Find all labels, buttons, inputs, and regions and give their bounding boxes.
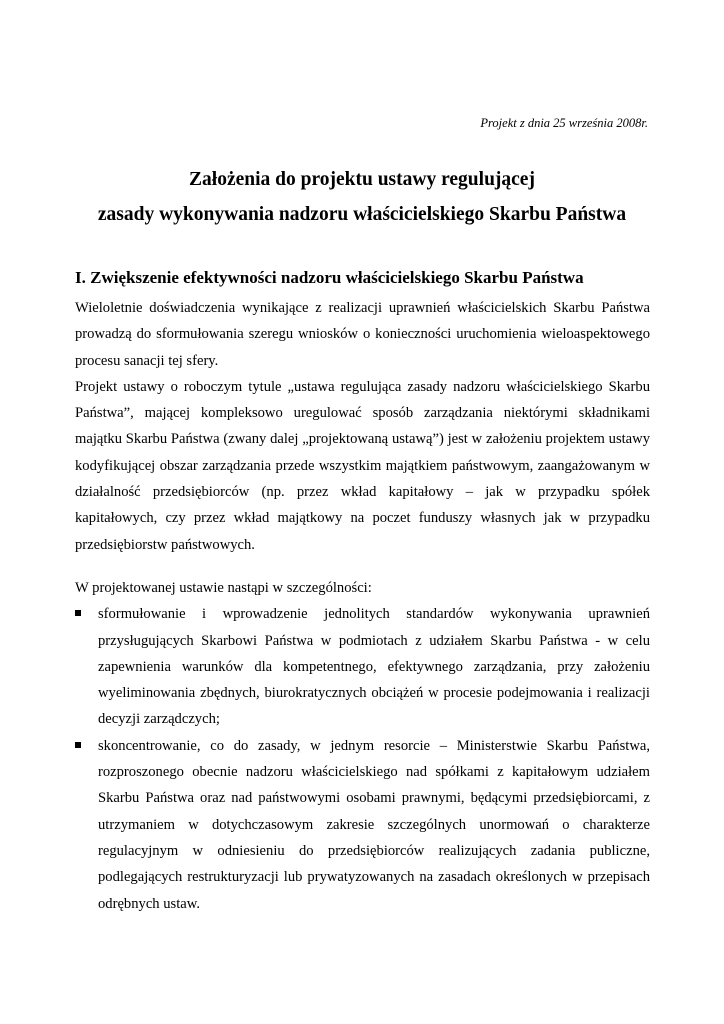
section-body <box>75 295 650 558</box>
list-item-text: sformułowanie i wprowadzenie jednolitych standardów wykonywania uprawnień przysługujących Skarbowi Państwa w podmiotach z udziałem Skarbu Państwa - w celu zapewnienia warunków dla kompetentnego, efektywnego zarządzania, przy założeniu wyeliminowania zbędnych, biurokratycznych obciążeń w procesie podejmowania i realizacji decyzji zarządczych; <box>98 606 650 728</box>
section-heading: I. Zwiększenie efektywności nadzoru właścicielskiego Skarbu Państwa <box>75 268 584 287</box>
list-item <box>75 601 650 732</box>
draft-date: Projekt z dnia 25 września 2008r. <box>480 116 648 130</box>
list-section <box>75 575 650 917</box>
list-intro: W projektowanej ustawie nastąpi w szczególności: <box>75 580 372 596</box>
paragraph: Wieloletnie doświadczenia wynikające z realizacji uprawnień właścicielskich Skarbu Państwa prowadzą do sformułowania szeregu wniosków o konieczności uruchomienia wieloaspektowego procesu sanacji tej sfery. <box>75 300 650 369</box>
list-item <box>75 733 650 917</box>
document-title-line-1: Założenia do projektu ustawy regulującej <box>189 169 535 190</box>
paragraph: Projekt ustawy o roboczym tytule „ustawa regulująca zasady nadzoru właścicielskiego Skarbu Państwa”, mającej kompleksowo uregulować sposób zarządzania niektórymi składnikami majątku Skarbu Państwa (zwany dalej „projektowaną ustawą”) jest w założeniu projektem ustawy kodyfikującej obszar zarządzania przede wszystkim majątkiem państwowym, zaangażowanym w działalność przedsiębiorców (np. przez wkład kapitałowy – jak w przypadku spółek kapitałowych, czy przez wkład majątkowy na poczet funduszy własnych jak w przypadku przedsiębiorstw państwowych. <box>75 378 650 553</box>
square-bullet-icon <box>75 610 81 616</box>
list-item-text: skoncentrowanie, co do zasady, w jednym resorcie – Ministerstwie Skarbu Państwa, rozproszonego obecnie nadzoru właścicielskiego nad spółkami z kapitałowym udziałem Skarbu Państwa oraz nad państwowymi osobami prawnymi, będącymi przedsiębiorcami, z utrzymaniem w dotychczasowym zakresie szczególnych unormowań o charakterze regulacyjnym w odniesieniu do przedsiębiorców realizujących zadania publiczne, podlegających restrukturyzacji lub prywatyzowanych na zasadach określonych w przepisach odrębnych ustaw. <box>98 737 650 912</box>
document-title <box>0 162 724 232</box>
document-title-line-2: zasady wykonywania nadzoru właścicielskiego Skarbu Państwa <box>97 204 627 225</box>
bullet-list <box>75 601 650 917</box>
square-bullet-icon <box>75 742 81 748</box>
